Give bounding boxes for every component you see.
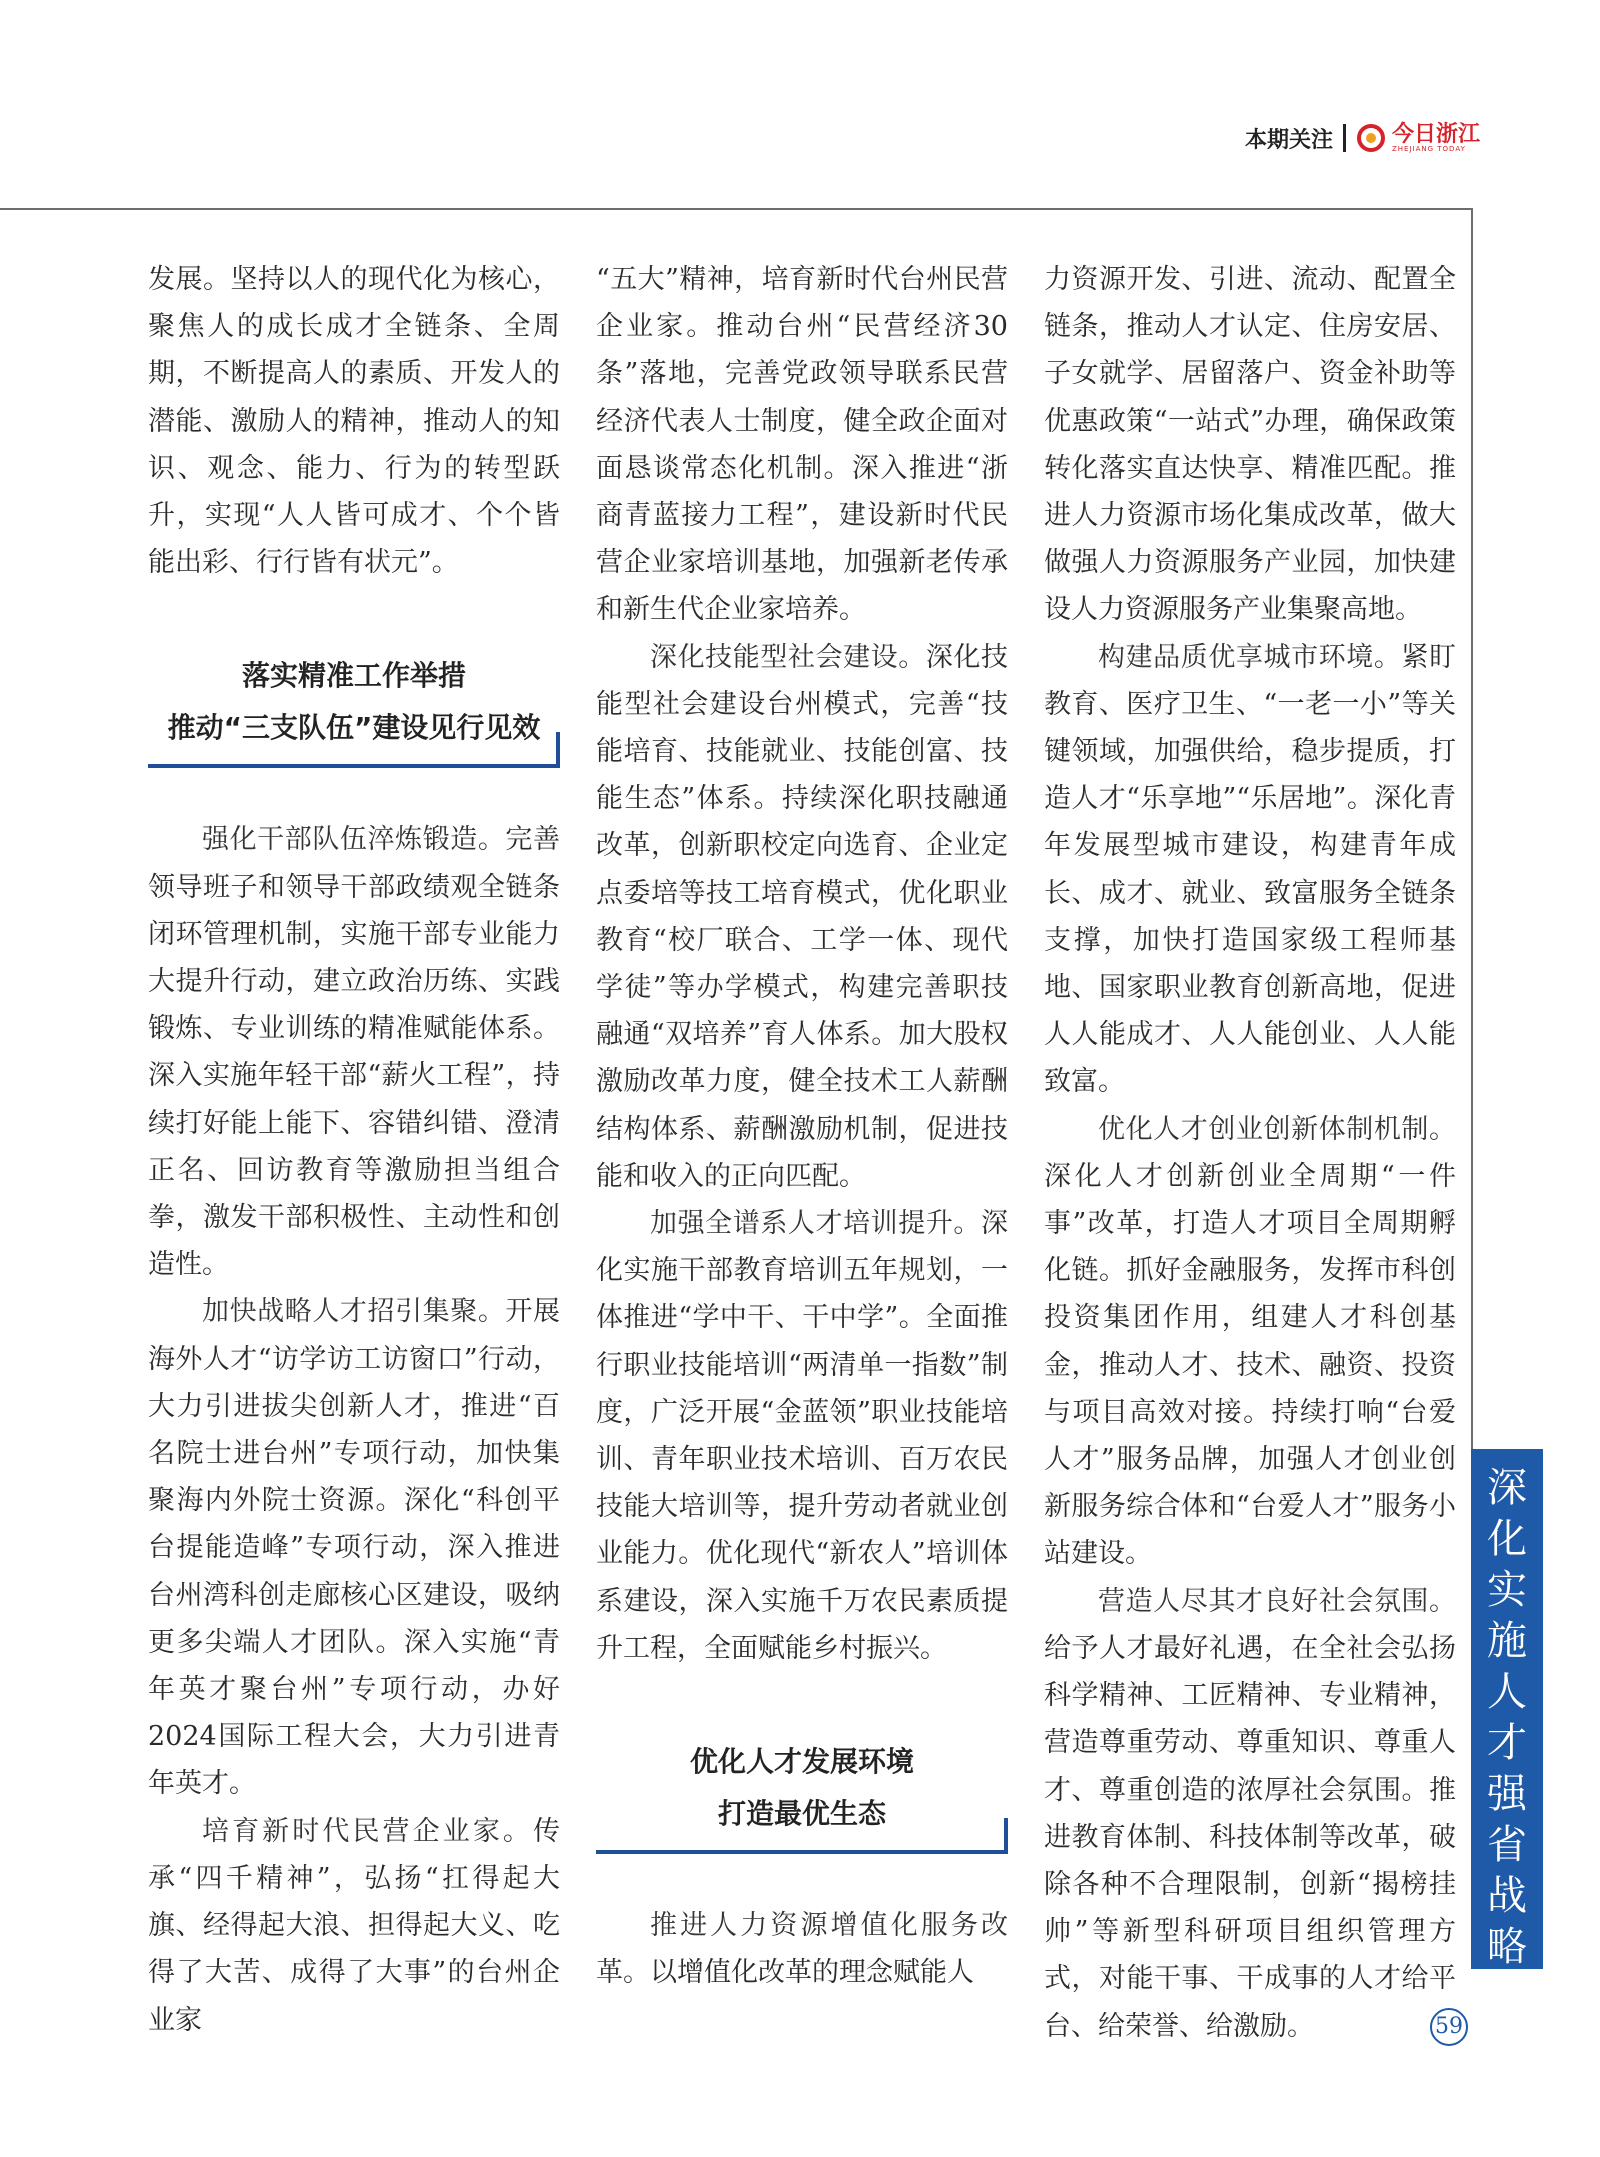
paragraph-body: 深化技能型社会建设台州模式，完善“技能培育、技能就业、技能创富、技能生态”体系。持续深化职技融通改革，创新职校定向选育、企业定点委培等技工培育模式，优化职业教育“校厂联合、工学一体、现代学徒”等办学模式，构建完善职技融通“双培养”育人体系。加大股权激励改革力度，健全技术工人薪酬结构体系、薪酬激励机制，促进技能和收入的正向匹配。 — [596, 641, 1009, 1192]
heading-line: 推动“三支队伍”建设见行见效 — [167, 711, 541, 745]
paragraph: 发展。坚持以人的现代化为核心，聚焦人的成长成才全链条、全周期，不断提高人的素质、开发人的潜能、激励人的精神，推动人的知识、观念、能力、行为的转型跃升，实现“人人皆可成才、个个皆能出彩、行行皆有状元”。 — [148, 264, 560, 579]
paragraph-lead: 强化干部队伍淬炼锻造。 — [202, 824, 506, 856]
side-tab-char: 强 — [1487, 1771, 1527, 1817]
side-tab-char: 化 — [1487, 1516, 1527, 1562]
paragraph — [1044, 1578, 1456, 2050]
page-number-badge: 59 — [1430, 2008, 1468, 2046]
heading-line: 打造最优生态 — [717, 1797, 886, 1831]
page-number — [1430, 2008, 1468, 2046]
side-tab-char: 深 — [1487, 1465, 1527, 1511]
paragraph-body: 完善领导班子和领导干部政绩观全链条闭环管理机制，实施干部专业能力大提升行动，建立政治历练、实践锻炼、专业训练的精准赋能体系。深入实施年轻干部“薪火工程”，持续打好能上能下、容错纠错、澄清正名、回访教育等激励担当组合拳，激发干部积极性、主动性和创造性。 — [148, 824, 561, 1281]
article-column-2 — [596, 256, 1008, 1997]
paragraph-lead: 优化人才创业创新体制机制。 — [1098, 1113, 1456, 1145]
paragraph-body: 深化实施干部教育培训五年规划，一体推进“学中干、干中学”。全面推行职业技能培训“两清单一指数”制度，广泛开展“金蓝领”职业技能培训、青年职业技术培训、百万农民技能大培训等，提升劳动者就业创业能力。优化现代“新农人”培训体系建设，深入实施千万农民素质提升工程，全面赋能乡村振兴。 — [596, 1208, 1008, 1664]
side-tab-char: 才 — [1487, 1720, 1527, 1766]
heading-underline — [148, 764, 560, 768]
heading-line: 落实精准工作举措 — [241, 659, 466, 693]
paragraph-body: 深化人才创新创业全周期“一件事”改革，打造人才项目全周期孵化链。抓好金融服务，发挥市科创投资集团作用，组建人才科创基金，推动人才、技术、融资、投资与项目高效对接。持续打响“台爱人才”服务品牌，加强人才创业创新服务综合体和“台爱人才”服务小站建设。 — [1044, 1160, 1456, 1570]
paragraph — [596, 1902, 1008, 1996]
article-column-3 — [1044, 256, 1456, 2050]
paragraph-body: 以增值化改革的理念赋能人 — [650, 1957, 974, 1989]
logo-swirl-icon — [1356, 123, 1386, 153]
heading-underline — [596, 1850, 1008, 1854]
paragraph-lead: 营造人尽其才良好社会氛围。 — [1098, 1585, 1456, 1617]
paragraph — [148, 1288, 560, 1807]
top-frame-rule — [0, 208, 1472, 210]
right-frame-rule — [1471, 208, 1473, 1452]
paragraph — [596, 1200, 1008, 1672]
paragraph — [1044, 1106, 1456, 1578]
section-heading-1 — [148, 650, 560, 768]
side-tab-char: 省 — [1487, 1822, 1527, 1868]
logo-english: ZHEJIANG TODAY — [1391, 144, 1466, 153]
paragraph-body: 开展海外人才“访学访工访窗口”行动，大力引进拔尖创新人才，推进“百名院士进台州”专项行动，加快集聚海内外院士资源。深化“科创平台提能造峰”专项行动，深入推进台州湾科创走廊核心区建设，吸纳更多尖端人才团队。深入实施“青年英才聚台州”专项行动，办好2024国际工程大会，大力引进青年英才。 — [148, 1296, 561, 1800]
logo-chinese: 今日浙江 — [1391, 121, 1480, 147]
paragraph-lead: 深化技能型社会建设。 — [650, 641, 926, 673]
paragraph-body: 传承“四千精神”，弘扬“扛得起大旗、经得起大浪、担得起大义、吃得了大苦、成得了大事”的台州企业家 — [148, 1815, 560, 2036]
heading-line: 优化人才发展环境 — [689, 1745, 914, 1779]
side-section-tab — [1471, 1449, 1543, 1969]
page-header — [1180, 118, 1480, 158]
heading-hook — [556, 732, 560, 768]
paragraph: “五大”精神，培育新时代台州民营企业家。推动台州“民营经济30条”落地，完善党政领导联系民营经济代表人士制度，健全政企面对面恳谈常态化机制。深入推进“浙商青蓝接力工程”，建设新时代民营企业家培训基地，加强新老传承和新生代企业家培养。 — [596, 264, 1008, 626]
logo-text — [1391, 121, 1480, 153]
paragraph-lead: 推进人力资源增值化服务改革。 — [596, 1910, 1008, 1989]
side-tab-char: 实 — [1487, 1567, 1527, 1613]
section-heading-2 — [596, 1736, 1008, 1854]
paragraph-body: 紧盯教育、医疗卫生、“一老一小”等关键领域，加强供给，稳步提质，打造人才“乐享地”“乐居地”。深化青年发展型城市建设，构建青年成长、成才、就业、致富服务全链条支撑，加快打造国家级工程师基地、国家职业教育创新高地，促进人人能成才、人人能创业、人人能致富。 — [1044, 641, 1457, 1098]
paragraph — [148, 1808, 560, 2044]
paragraph — [596, 634, 1008, 1200]
paragraph-lead: 加强全谱系人才培训提升。 — [650, 1208, 981, 1240]
paragraph: 力资源开发、引进、流动、配置全链条，推动人才认定、住房安居、子女就学、居留落户、资金补助等优惠政策“一站式”办理，确保政策转化落实直达快享、精准匹配。推进人力资源市场化集成改革，做大做强人力资源服务产业园，加快建设人力资源服务产业集聚高地。 — [1044, 264, 1456, 626]
paragraph-lead: 培育新时代民营企业家。 — [202, 1815, 533, 1847]
side-tab-char: 施 — [1487, 1618, 1527, 1664]
paragraph — [1044, 634, 1456, 1106]
magazine-logo — [1356, 123, 1480, 153]
article-column-1 — [148, 256, 560, 2044]
paragraph — [148, 816, 560, 1288]
side-tab-char: 人 — [1487, 1669, 1527, 1715]
heading-hook — [1004, 1818, 1008, 1854]
paragraph-lead: 构建品质优享城市环境。 — [1098, 641, 1402, 673]
paragraph-body: 给予人才最好礼遇，在全社会弘扬科学精神、工匠精神、专业精神，营造尊重劳动、尊重知识、尊重人才、尊重创造的浓厚社会氛围。推进教育体制、科技体制等改革，破除各种不合理限制，创新“揭榜挂帅”等新型科研项目组织管理方式，对能干事、干成事的人才给平台、给荣誉、给激励。 — [1044, 1632, 1456, 2042]
side-tab-char: 战 — [1487, 1873, 1527, 1919]
side-tab-char: 略 — [1487, 1924, 1527, 1970]
header-separator — [1343, 124, 1346, 152]
section-tag: 本期关注 — [1244, 127, 1333, 153]
paragraph-lead: 加快战略人才招引集聚。 — [202, 1296, 506, 1328]
